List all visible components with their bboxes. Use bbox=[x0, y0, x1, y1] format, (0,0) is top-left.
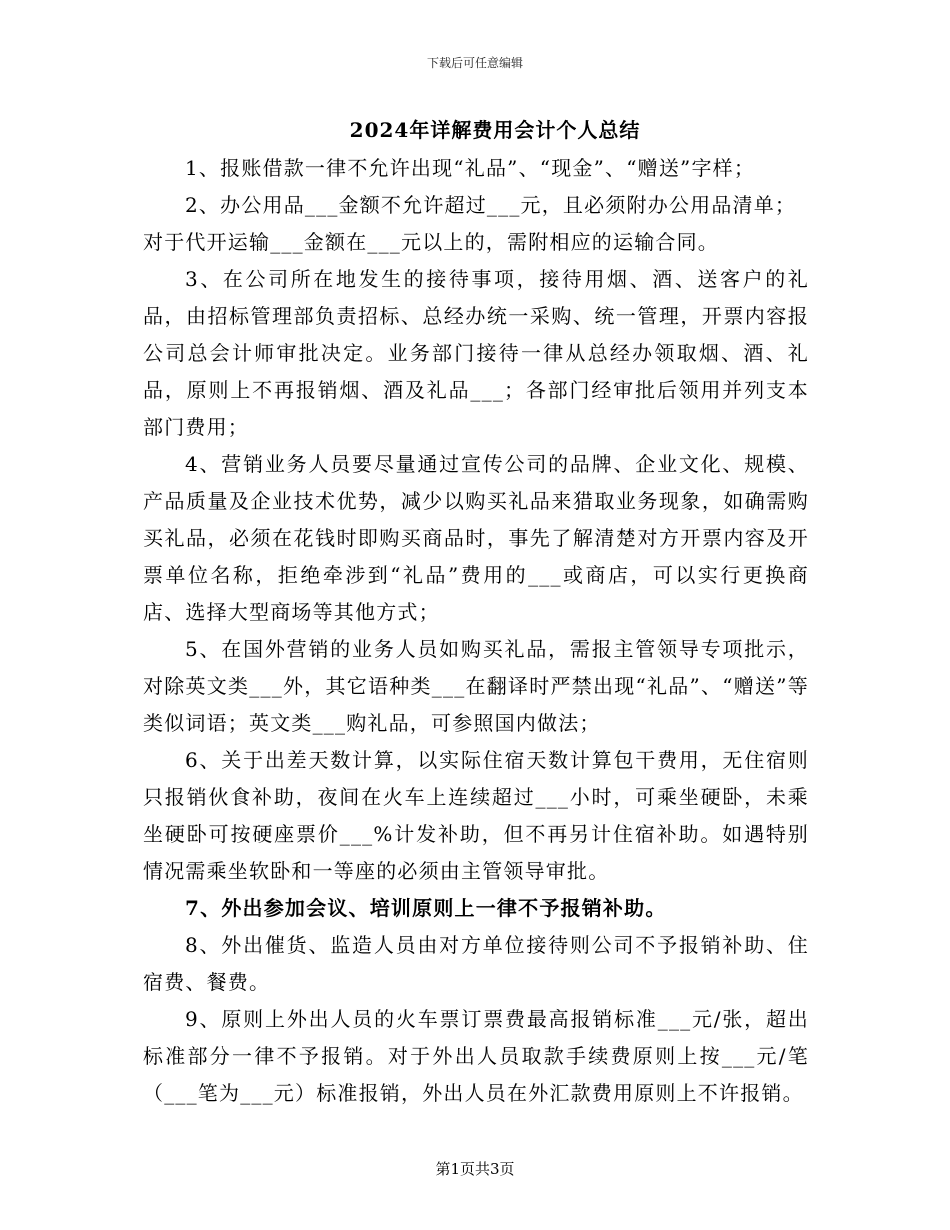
paragraph-5: 5、在国外营销的业务人员如购买礼品，需报主管领导专项批示，对除英文类___外，其它语种类___在翻译时严禁出现“礼品”、“赠送”等类似词语；英文类___购礼品，可参照国内做法； bbox=[143, 637, 809, 735]
page-footer: 第1页共3页 bbox=[435, 1160, 515, 1178]
paragraph-3: 3、在公司所在地发生的接待事项，接待用烟、酒、送客户的礼品，由招标管理部负责招标、总经办统一采购、统一管理，开票内容报公司总会计师审批决定。业务部门接待一律从总经办领取烟、酒、礼品，原则上不再报销烟、酒及礼品___；各部门经审批后领用并列支本部门费用； bbox=[143, 267, 809, 439]
paragraph-1: 1、报账借款一律不允许出现“礼品”、“现金”、“赠送”字样； bbox=[185, 156, 756, 180]
document-body bbox=[143, 150, 809, 1112]
paragraph-8: 8、外出催货、监造人员由对方单位接待则公司不予报销补助、住宿费、餐费。 bbox=[143, 933, 809, 994]
page-header: 下载后可任意编辑 bbox=[426, 56, 523, 70]
paragraph-6: 6、关于出差天数计算，以实际住宿天数计算包干费用，无住宿则只报销伙食补助，夜间在火车上连续超过___小时，可乘坐硬卧，未乘坐硬卧可按硬座票价___%计发补助，但不再另计住宿补助。如遇特别情况需乘坐软卧和一等座的必须由主管领导审批。 bbox=[143, 748, 809, 883]
paragraph-4: 4、营销业务人员要尽量通过宣传公司的品牌、企业文化、规模、产品质量及企业技术优势，减少以购买礼品来猎取业务现象，如确需购买礼品，必须在花钱时即购买商品时，事先了解清楚对方开票内容及开票单位名称，拒绝牵涉到“礼品”费用的___或商店，可以实行更换商店、选择大型商场等其他方式； bbox=[143, 452, 809, 624]
paragraph-9: 9、原则上外出人员的火车票订票费最高报销标准___元/张，超出标准部分一律不予报销。对于外出人员取款手续费原则上按___元/笔（___笔为___元）标准报销，外出人员在外汇款费用原则上不许报销。 bbox=[143, 1007, 809, 1105]
document-title: 2024年详解费用会计个人总结 bbox=[349, 118, 641, 142]
paragraph-7: 7、外出参加会议、培训原则上一律不予报销补助。 bbox=[185, 896, 667, 920]
paragraph-2-continued: 对于代开运输___金额在___元以上的，需附相应的运输合同。 bbox=[143, 230, 719, 254]
paragraph-2: 2、办公用品___金额不允许超过___元，且必须附办公用品清单； bbox=[185, 193, 797, 217]
